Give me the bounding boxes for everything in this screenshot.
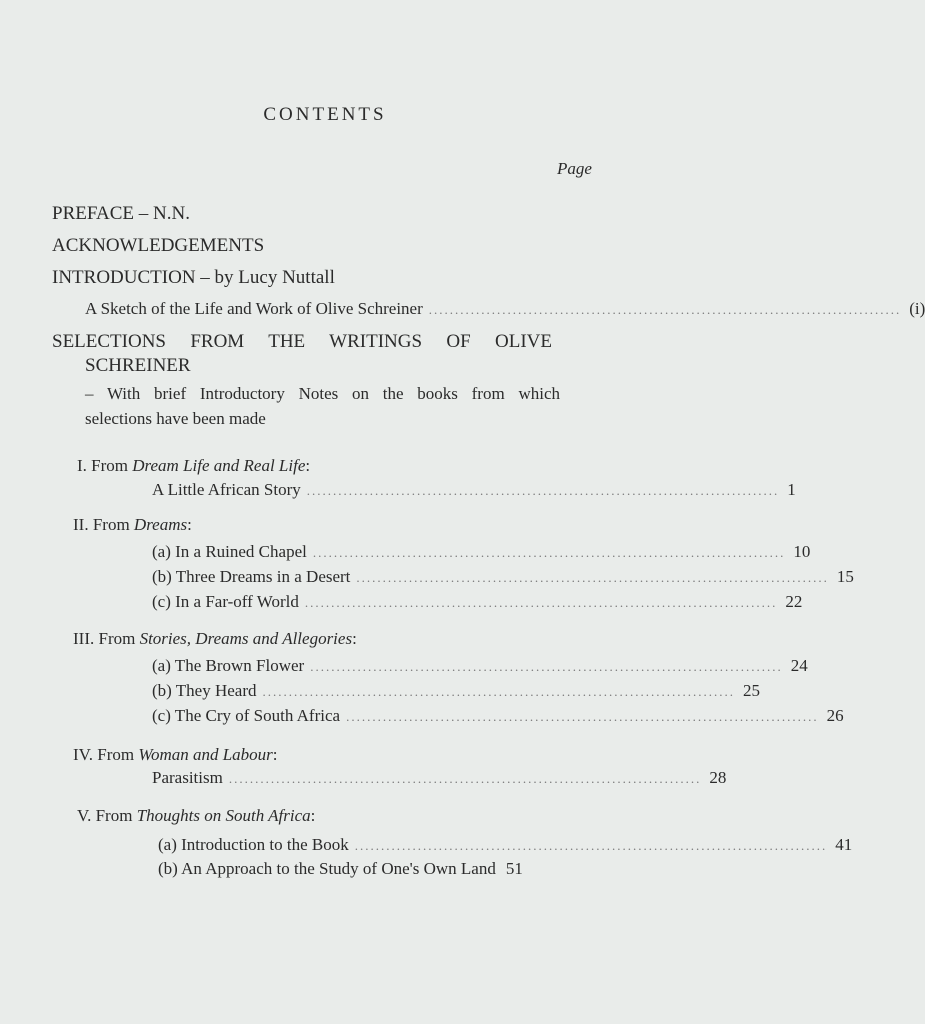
section-heading-5 [77,806,315,826]
entry-title: (a) In a Ruined Chapel [152,542,307,561]
toc-entry [152,768,727,788]
section-book-title: Dreams [133,515,188,534]
entry-page: 24 [790,656,808,675]
section-prefix: I. From [77,456,133,475]
sketch-entry [85,299,925,319]
entry-page: 41 [835,835,853,854]
section-book-title: Thoughts on South Africa [136,806,311,825]
page-column-label: Page [557,159,592,178]
dot-leader: .......................................................................................... [312,545,786,560]
entry-title: (c) In a Far-off World [152,592,299,611]
entry-title: A Little African Story [152,480,301,499]
entry-title: (a) The Brown Flower [152,656,305,675]
entry-title: (b) Three Dreams in a Desert [152,567,351,586]
section-book-title: Stories, Dreams and Allegories [139,629,353,648]
entry-page: 15 [836,567,854,586]
dot-leader: .......................................................................................... [262,684,735,699]
acknowledgements-entry: ACKNOWLEDGEMENTS [52,235,265,256]
section-heading-4 [73,745,278,765]
section-book-title: Dream Life and Real Life [132,456,306,475]
section-prefix: III. From [73,629,140,648]
selections-heading-line2: SCHREINER [85,355,191,376]
dot-leader: .......................................................................................... [354,838,828,853]
entry-title: Parasitism [152,768,223,787]
dot-leader: .......................................................................................... [306,483,780,498]
section-heading-2 [73,515,192,535]
toc-entry [152,656,808,676]
section-prefix: IV. From [73,745,139,764]
section-suffix: : [310,806,316,825]
toc-entry [152,567,854,587]
entry-page: 51 [505,859,523,878]
dot-leader: .......................................................................................... [346,709,819,724]
section-suffix: : [305,456,311,475]
dot-leader: .......................................................................................... [356,570,829,585]
sketch-page: (i) [909,299,925,318]
introduction-entry: INTRODUCTION – by Lucy Nuttall [52,267,335,288]
sketch-title: A Sketch of the Life and Work of Olive Schreiner [85,299,423,318]
entry-page: 28 [709,768,727,787]
selections-note-line1: – With brief Introductory Notes on the books from which [85,384,560,403]
entry-title: (b) An Approach to the Study of One's Own Land [158,859,496,878]
entry-page: 10 [793,542,811,561]
entry-page: 1 [787,480,796,499]
toc-entry [152,542,811,562]
toc-entry [158,859,523,879]
section-suffix: : [352,629,357,648]
entry-page: 26 [826,706,844,725]
section-heading-3 [73,629,357,649]
toc-entry [158,835,853,855]
section-prefix: V. From [77,806,137,825]
section-book-title: Woman and Labour [138,745,273,764]
section-prefix: II. From [73,515,134,534]
toc-entry [152,592,803,612]
dot-leader: .......................................................................................... [304,595,778,610]
contents-heading: CONTENTS [263,104,387,125]
selections-heading-line1: SELECTIONS FROM THE WRITINGS OF OLIVE [52,331,552,352]
dot-leader: .......................................................................................... [228,771,702,786]
toc-entry [152,706,844,726]
section-suffix: : [187,515,192,534]
entry-title: (b) They Heard [152,681,257,700]
toc-entry [152,480,796,500]
entry-page: 25 [742,681,760,700]
entry-title: (a) Introduction to the Book [158,835,349,854]
toc-entry [152,681,760,701]
dot-leader: .......................................................................................... [428,302,902,317]
entry-page: 22 [785,592,803,611]
preface-entry: PREFACE – N.N. [52,203,190,224]
section-heading-1 [77,456,310,476]
dot-leader: .......................................................................................... [310,659,783,674]
selections-note-line2: selections have been made [85,409,266,428]
entry-title: (c) The Cry of South Africa [152,706,341,725]
section-suffix: : [272,745,278,764]
